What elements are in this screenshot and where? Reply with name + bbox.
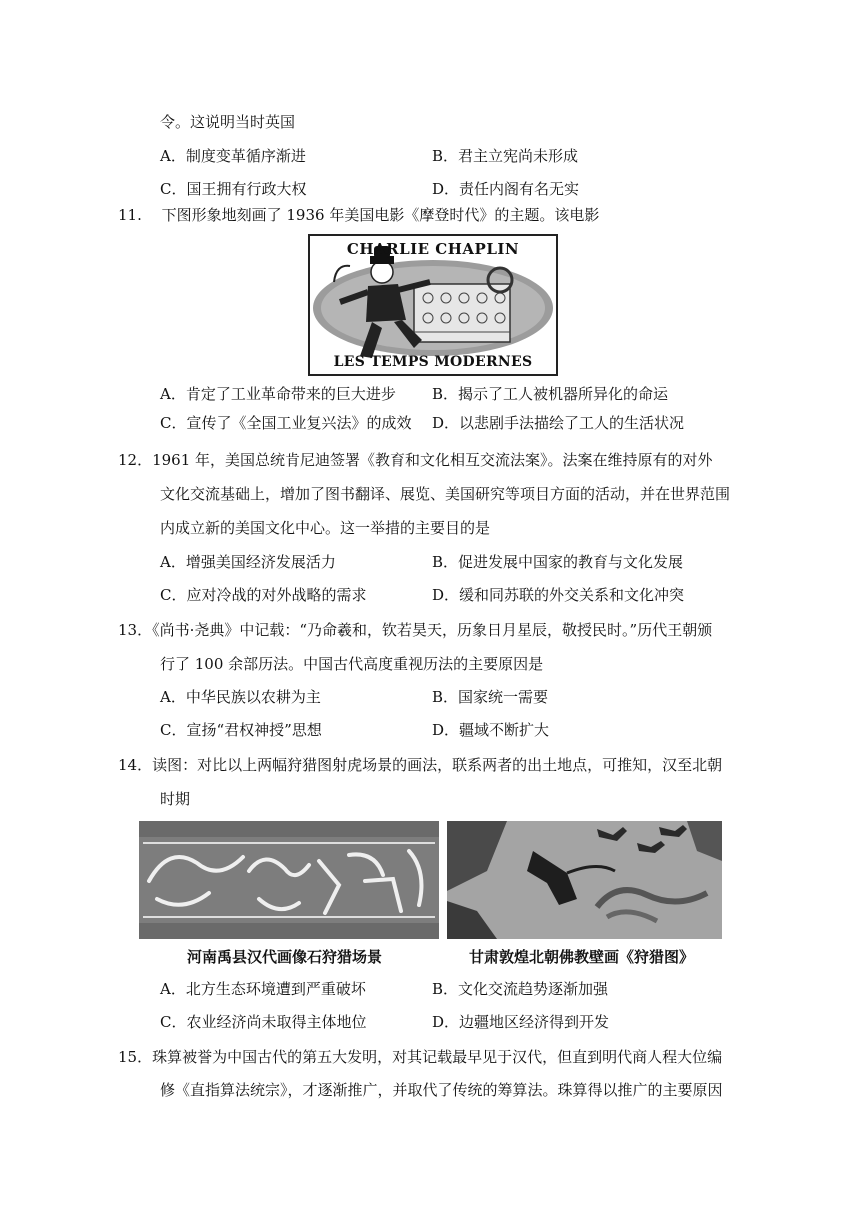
q15-stem-line1: 15．珠算被誉为中国古代的第五大发明，对其记载最早见于汉代，但直到明代商人程大位编	[118, 1048, 723, 1066]
caption-right: 甘肃敦煌北朝佛教壁画《狩猎图》	[469, 948, 695, 966]
mural-illustration	[447, 821, 722, 939]
q12-stem-line2: 文化交流基础上，增加了图书翻译、展览、美国研究等项目方面的活动，并在世界范围	[160, 485, 731, 503]
q14-option-c: C．农业经济尚未取得主体地位	[160, 1013, 367, 1031]
modern-times-poster	[308, 234, 558, 376]
poster-bottom-text: LES TEMPS MODERNES	[333, 354, 533, 370]
q14-option-b: B．文化交流趋势逐渐加强	[432, 980, 609, 998]
q12-stem-line3: 内成立新的美国文化中心。这一举措的主要目的是	[160, 519, 491, 537]
q11-option-a: A．肯定了工业革命带来的巨大进步	[160, 385, 396, 403]
q12-stem-line1: 12．1961 年，美国总统肯尼迪签署《教育和文化相互交流法案》。法案在维持原有的对外	[118, 451, 713, 469]
q12-option-c: C．应对冷战的对外战略的需求	[160, 586, 367, 604]
q13-stem-line2: 行了 100 余部历法。中国古代高度重视历法的主要原因是	[160, 655, 544, 673]
q10-option-c: C．国王拥有行政大权	[160, 180, 307, 198]
poster-top-text: CHARLIE CHAPLIN	[346, 240, 520, 258]
q10-option-b: B．君主立宪尚未形成	[432, 147, 579, 165]
q12-option-d: D．缓和同苏联的外交关系和文化冲突	[432, 586, 685, 604]
q13-option-b: B．国家统一需要	[432, 688, 549, 706]
q10-stem-continuation: 令。这说明当时英国	[160, 113, 296, 131]
q11-option-c: C．宣传了《全国工业复兴法》的成效	[160, 414, 412, 432]
q13-option-c: C．宣扬“君权神授”思想	[160, 721, 322, 739]
han-stone-relief-image	[139, 821, 439, 939]
q11-option-d: D．以悲剧手法描绘了工人的生活状况	[432, 414, 685, 432]
q11-stem: 11. 下图形象地刻画了 1936 年美国电影《摩登时代》的主题。该电影	[118, 206, 600, 224]
relief-illustration	[139, 821, 439, 939]
q13-option-a: A．中华民族以农耕为主	[160, 688, 321, 706]
q13-stem-line1: 13．《尚书·尧典》中记载：“乃命羲和，钦若昊天，历象日月星辰，敬授民时。”历代王朝颁	[118, 621, 713, 639]
q14-stem-line1: 14．读图：对比以上两幅狩猎图射虎场景的画法，联系两者的出土地点，可推知，汉至北朝	[118, 756, 723, 774]
q14-option-a: A．北方生态环境遭到严重破坏	[160, 980, 366, 998]
caption-left: 河南禹县汉代画像石狩猎场景	[187, 948, 383, 966]
q14-stem-line2: 时期	[160, 790, 191, 808]
q12-option-b: B．促进发展中国家的教育与文化发展	[432, 553, 684, 571]
q11-option-b: B．揭示了工人被机器所异化的命运	[432, 385, 669, 403]
dunhuang-mural-image	[447, 821, 722, 939]
q10-option-a: A．制度变革循序渐进	[160, 147, 306, 165]
q10-option-d: D．责任内阁有名无实	[432, 180, 580, 198]
q14-option-d: D．边疆地区经济得到开发	[432, 1013, 610, 1031]
q12-option-a: A．增强美国经济发展活力	[160, 553, 336, 571]
q13-option-d: D．疆域不断扩大	[432, 721, 550, 739]
q15-stem-line2: 修《直指算法统宗》，才逐渐推广，并取代了传统的筹算法。珠算得以推广的主要原因	[160, 1081, 723, 1099]
